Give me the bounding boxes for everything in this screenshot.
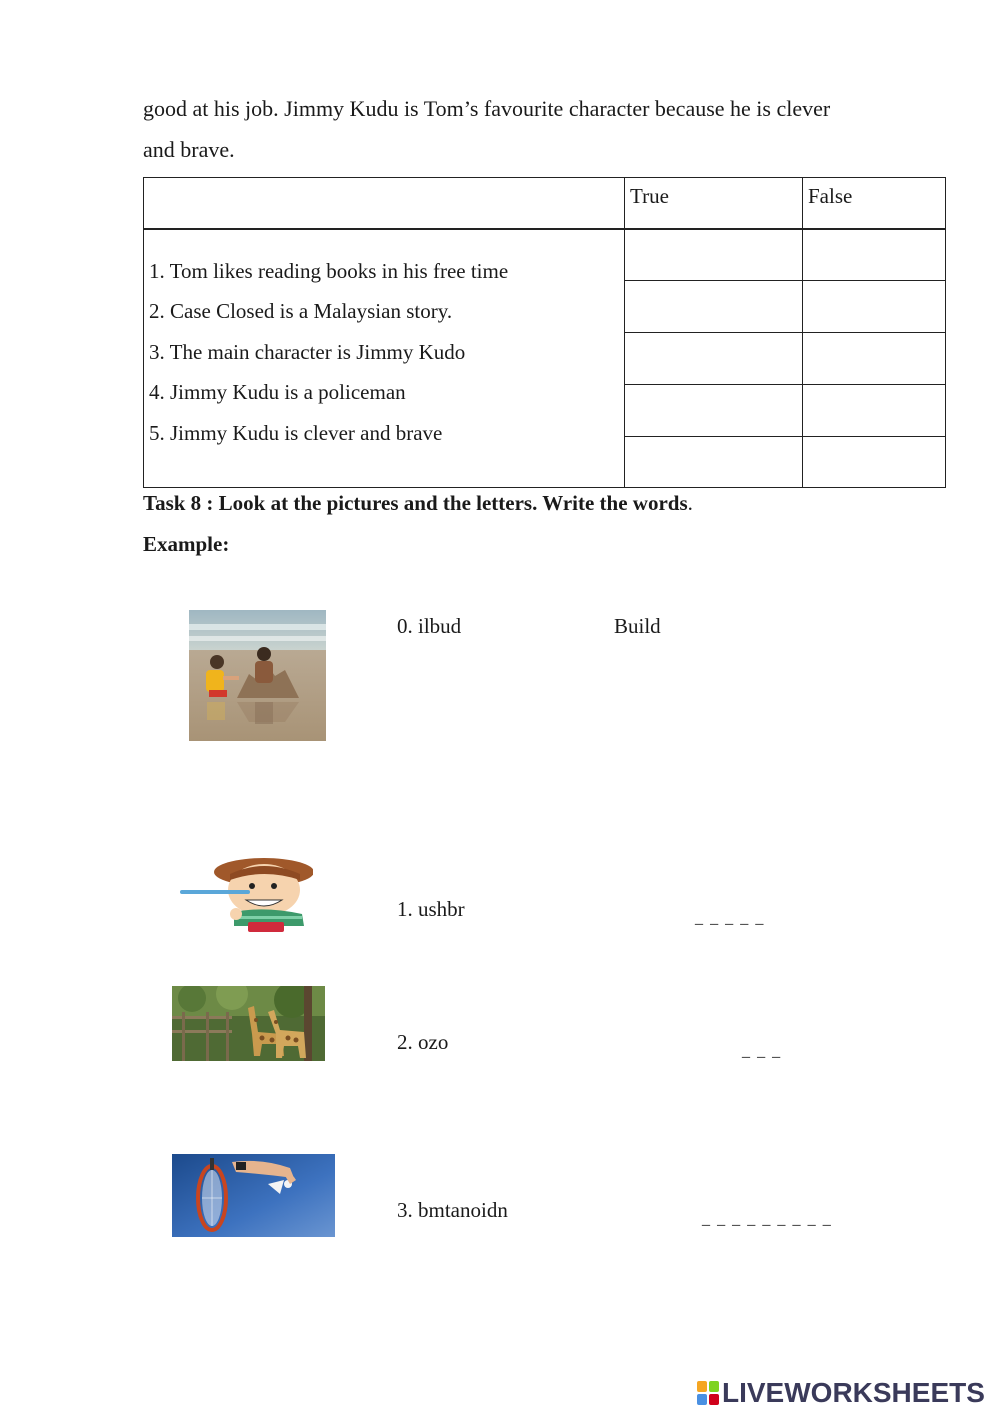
answer-cell-1-false[interactable] [804,230,944,279]
item-1-answer-blank[interactable]: _ _ _ _ _ [695,906,765,925]
item-3-answer-blank[interactable]: _ _ _ _ _ _ _ _ _ [702,1207,832,1226]
task8-heading [143,491,693,516]
logo-square [709,1381,719,1392]
answer-cell-3-true[interactable] [626,334,801,383]
logo-square [709,1394,719,1405]
answer-cell-2-false[interactable] [804,282,944,331]
statement-4: 4. Jimmy Kudu is a policeman [149,380,406,404]
true-false-table [143,177,946,488]
item-2-answer-blank[interactable]: _ _ _ [742,1039,782,1058]
logo-square [697,1381,707,1392]
row-divider [624,280,946,281]
item-2-scrambled: 2. ozo [397,1030,449,1054]
header-true: True [630,184,669,208]
zoo-giraffes-picture [172,986,325,1061]
task8-heading-period: . [687,491,693,515]
header-false: False [808,184,853,208]
answer-cell-5-true[interactable] [626,438,801,487]
row-divider [624,436,946,437]
statement-1: 1. Tom likes reading books in his free time [149,259,509,283]
answer-cell-3-false[interactable] [804,334,944,383]
item-0-answer: Build [614,614,661,638]
badminton-picture [172,1154,335,1237]
toothbrush-boy-picture [178,856,313,934]
answer-cell-4-true[interactable] [626,386,801,435]
item-1-scrambled: 1. ushbr [397,897,465,921]
example-label: Example: [143,532,230,556]
answer-cell-1-true[interactable] [626,230,801,279]
row-divider [624,384,946,385]
logo-square [697,1394,707,1405]
row-divider [624,332,946,333]
answer-cell-5-false[interactable] [804,438,944,487]
item-3-scrambled: 3. bmtanoidn [397,1198,508,1222]
statement-2: 2. Case Closed is a Malaysian story. [149,299,453,323]
liveworksheets-logo [697,1377,985,1409]
answer-cell-4-false[interactable] [804,386,944,435]
passage-line-2: and brave. [143,137,235,162]
task8-heading-text: Task 8 : Look at the pictures and the letters. Write the words [143,491,688,515]
liveworksheets-logo-text: LIVEWORKSHEETS [722,1377,985,1408]
statement-5: 5. Jimmy Kudu is clever and brave [149,421,443,445]
sandcastle-picture [189,610,326,741]
liveworksheets-logo-mark-icon [697,1381,719,1405]
statement-3: 3. The main character is Jimmy Kudo [149,340,466,364]
passage-line-1: good at his job. Jimmy Kudu is Tom’s favourite character because he is clever [143,96,831,121]
answer-cell-2-true[interactable] [626,282,801,331]
item-0-scrambled: 0. ilbud [397,614,462,638]
